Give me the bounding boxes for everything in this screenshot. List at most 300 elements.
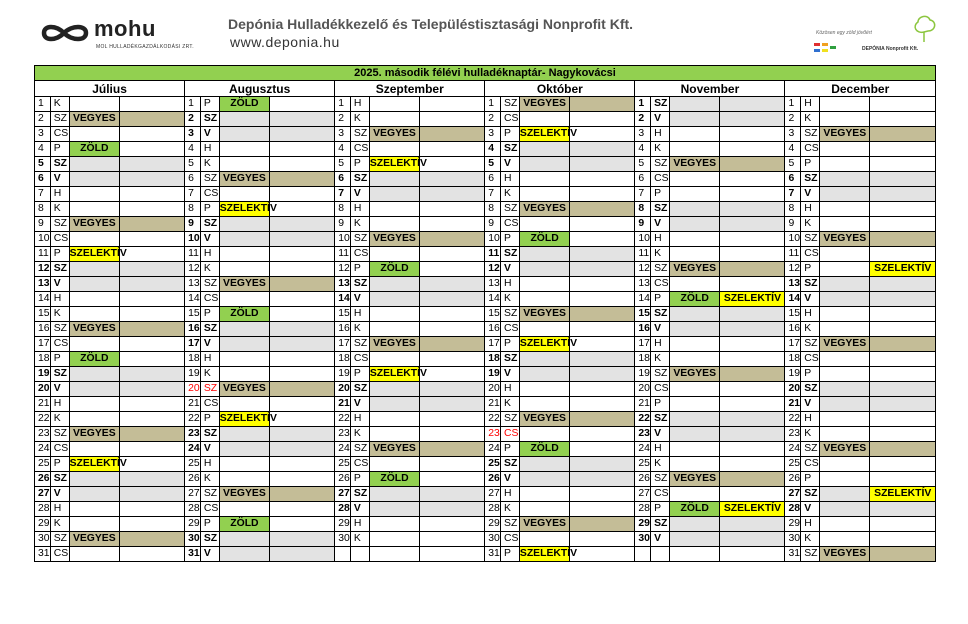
collection-event: VEGYES [820,547,870,562]
event-cell [120,487,185,502]
month-header: November [635,81,785,97]
collection-event: SZELEKTÍV [519,337,569,352]
day-number: 8 [485,202,501,217]
event-cell [69,172,119,187]
day-number: 3 [485,127,501,142]
day-number: 11 [185,247,201,262]
weekday: H [501,172,520,187]
day-number: 16 [485,322,501,337]
event-cell [369,112,419,127]
month-header-row [35,81,936,97]
event-cell [820,322,870,337]
weekday: K [200,472,219,487]
website-link[interactable]: www.deponia.hu [230,34,340,50]
day-number: 2 [485,112,501,127]
weekday: P [350,472,369,487]
event-cell [870,202,936,217]
event-cell [570,97,635,112]
day-number: 3 [185,127,201,142]
event-cell [270,292,335,307]
weekday: K [651,247,670,262]
event-cell [120,322,185,337]
weekday: P [50,457,69,472]
weekday: SZ [501,247,520,262]
weekday: K [350,322,369,337]
event-cell [270,262,335,277]
day-number: 24 [335,442,351,457]
day-number: 14 [785,292,801,307]
weekday: H [350,202,369,217]
day-number: 25 [635,457,651,472]
company-name: Depónia Hulladékkezelő és Településtisztasági Nonprofit Kft. [228,16,634,32]
event-cell [420,172,485,187]
table-row [35,457,936,472]
event-cell [120,232,185,247]
day-number: 28 [635,502,651,517]
day-number: 22 [185,412,201,427]
weekday: H [350,97,369,112]
weekday: P [501,442,520,457]
event-cell [219,157,269,172]
event-cell [270,202,335,217]
event-cell [670,322,720,337]
day-number: 1 [635,97,651,112]
day-number: 2 [785,112,801,127]
event-cell [720,127,785,142]
table-row [35,367,936,382]
day-number: 23 [485,427,501,442]
event-cell [270,307,335,322]
event-cell [69,412,119,427]
day-number: 14 [35,292,51,307]
day-number: 21 [785,397,801,412]
event-cell [870,442,936,457]
weekday: P [200,202,219,217]
weekday: SZ [350,337,369,352]
event-cell [270,142,335,157]
event-cell [519,457,569,472]
day-number: 6 [35,172,51,187]
event-cell [369,322,419,337]
event-cell [820,112,870,127]
event-cell [720,472,785,487]
event-cell [570,127,635,142]
collection-event: VEGYES [69,322,119,337]
weekday: K [801,112,820,127]
event-cell [120,292,185,307]
event-cell [69,232,119,247]
event-cell [570,412,635,427]
weekday: CS [350,142,369,157]
event-cell [570,457,635,472]
event-cell [870,292,936,307]
weekday: SZ [200,532,219,547]
day-number: 7 [785,187,801,202]
event-cell [870,112,936,127]
weekday: P [501,127,520,142]
weekday: H [801,517,820,532]
event-cell [420,307,485,322]
day-number: 4 [785,142,801,157]
day-number: 4 [185,142,201,157]
event-cell [670,412,720,427]
event-cell [720,142,785,157]
weekday: K [50,97,69,112]
weekday: V [651,532,670,547]
event-cell [120,547,185,562]
day-number: 19 [785,367,801,382]
weekday: CS [50,442,69,457]
event-cell [720,367,785,382]
event-cell [120,517,185,532]
day-number: 5 [635,157,651,172]
weekday: H [651,337,670,352]
event-cell [670,217,720,232]
weekday: V [50,277,69,292]
weekday: SZ [651,517,670,532]
event-cell [120,127,185,142]
table-row [35,292,936,307]
collection-event: SZELEKTÍV [720,292,785,307]
empty-cell [720,547,785,562]
event-cell [69,382,119,397]
day-number: 7 [185,187,201,202]
weekday: SZ [350,442,369,457]
weekday: SZ [651,412,670,427]
collection-event: ZÖLD [369,262,419,277]
event-cell [369,277,419,292]
event-cell [670,142,720,157]
event-cell [720,157,785,172]
event-cell [369,397,419,412]
day-number: 31 [485,547,501,562]
event-cell [720,427,785,442]
event-cell [369,517,419,532]
day-number: 20 [485,382,501,397]
day-number: 18 [35,352,51,367]
day-number: 11 [335,247,351,262]
event-cell [219,187,269,202]
weekday: SZ [501,202,520,217]
weekday: SZ [651,97,670,112]
event-cell [69,157,119,172]
event-cell [270,502,335,517]
day-number: 23 [635,427,651,442]
day-number: 10 [185,232,201,247]
event-cell [270,217,335,232]
event-cell [720,517,785,532]
event-cell [420,457,485,472]
day-number: 10 [335,232,351,247]
day-number: 9 [635,217,651,232]
day-number: 5 [335,157,351,172]
month-header: Október [485,81,635,97]
day-number: 9 [185,217,201,232]
weekday: V [651,112,670,127]
weekday: SZ [501,412,520,427]
day-number: 24 [185,442,201,457]
event-cell [120,202,185,217]
weekday: SZ [651,307,670,322]
event-cell [270,397,335,412]
day-number: 17 [485,337,501,352]
event-cell [570,277,635,292]
weekday: P [801,262,820,277]
day-number: 28 [335,502,351,517]
day-number: 28 [35,502,51,517]
event-cell [820,277,870,292]
day-number: 10 [785,232,801,247]
day-number: 12 [785,262,801,277]
day-number: 27 [185,487,201,502]
weekday: V [501,472,520,487]
event-cell [219,127,269,142]
day-number: 30 [35,532,51,547]
collection-event: SZELEKTÍV [219,412,269,427]
event-cell [369,292,419,307]
empty-cell [635,547,651,562]
event-cell [519,277,569,292]
event-cell [69,472,119,487]
day-number: 7 [485,187,501,202]
day-number: 29 [635,517,651,532]
day-number: 26 [35,472,51,487]
event-cell [420,187,485,202]
weekday: SZ [801,547,820,562]
event-cell [820,187,870,202]
day-number: 5 [35,157,51,172]
weekday: H [801,412,820,427]
day-number: 9 [335,217,351,232]
weekday: CS [801,457,820,472]
event-cell [420,532,485,547]
weekday: SZ [501,517,520,532]
weekday: SZ [651,202,670,217]
day-number: 20 [785,382,801,397]
event-cell [519,352,569,367]
day-number: 15 [485,307,501,322]
event-cell [420,472,485,487]
event-cell [570,397,635,412]
collection-event: VEGYES [369,127,419,142]
table-row [35,247,936,262]
weekday: SZ [651,157,670,172]
day-number: 25 [335,457,351,472]
event-cell [870,217,936,232]
table-row [35,517,936,532]
day-number: 7 [35,187,51,202]
event-cell [420,292,485,307]
event-cell [120,532,185,547]
event-cell [820,307,870,322]
table-row [35,217,936,232]
weekday: P [350,262,369,277]
weekday: V [200,337,219,352]
event-cell [270,322,335,337]
event-cell [270,382,335,397]
day-number: 13 [35,277,51,292]
event-cell [120,457,185,472]
weekday: SZ [801,277,820,292]
event-cell [120,442,185,457]
event-cell [219,472,269,487]
event-cell [820,367,870,382]
day-number: 6 [185,172,201,187]
event-cell [270,232,335,247]
day-number: 22 [785,412,801,427]
weekday: V [50,487,69,502]
event-cell [420,502,485,517]
table-row [35,547,936,562]
weekday: SZ [501,142,520,157]
event-cell [270,367,335,382]
event-cell [720,487,785,502]
table-row [35,127,936,142]
weekday: CS [651,487,670,502]
event-cell [820,397,870,412]
event-cell [720,352,785,367]
weekday: P [501,232,520,247]
event-cell [570,262,635,277]
day-number: 7 [635,187,651,202]
event-cell [870,247,936,262]
weekday: CS [200,292,219,307]
weekday: CS [350,247,369,262]
table-row [35,487,936,502]
collection-event: VEGYES [670,472,720,487]
collection-event: SZELEKTÍV [369,367,419,382]
collection-event: SZELEKTÍV [519,547,569,562]
day-number: 5 [785,157,801,172]
event-cell [120,247,185,262]
event-cell [670,397,720,412]
weekday: K [801,427,820,442]
empty-cell [670,547,720,562]
event-cell [519,157,569,172]
logo-subtitle: MOL HULLADÉKGAZDÁLKODÁSI ZRT. [96,44,194,50]
collection-event: ZÖLD [670,292,720,307]
day-number: 18 [485,352,501,367]
collection-event: SZELEKTÍV [69,457,119,472]
event-cell [120,427,185,442]
day-number: 22 [335,412,351,427]
weekday: H [50,292,69,307]
event-cell [69,292,119,307]
weekday: CS [801,142,820,157]
event-cell [219,532,269,547]
event-cell [870,472,936,487]
event-cell [519,172,569,187]
event-cell [120,307,185,322]
event-cell [69,442,119,457]
weekday: SZ [350,277,369,292]
event-cell [519,112,569,127]
event-cell [570,157,635,172]
event-cell [670,202,720,217]
deponia-name: DEPÓNIA Nonprofit Kft. [862,46,919,52]
weekday: V [200,442,219,457]
weekday: V [651,217,670,232]
event-cell [69,307,119,322]
day-number: 11 [485,247,501,262]
event-cell [519,247,569,262]
event-cell [820,502,870,517]
collection-event: VEGYES [820,127,870,142]
weekday: SZ [350,172,369,187]
weekday: CS [501,322,520,337]
collection-event: VEGYES [519,97,569,112]
weekday: SZ [651,262,670,277]
event-cell [420,202,485,217]
event-cell [369,532,419,547]
day-number: 25 [35,457,51,472]
event-cell [670,277,720,292]
event-cell [420,352,485,367]
weekday: CS [651,382,670,397]
event-cell [270,172,335,187]
event-cell [270,247,335,262]
event-cell [120,187,185,202]
collection-event: VEGYES [670,262,720,277]
event-cell [570,352,635,367]
event-cell [120,367,185,382]
event-cell [420,232,485,247]
day-number: 15 [335,307,351,322]
day-number: 1 [335,97,351,112]
weekday: P [350,367,369,382]
day-number: 16 [35,322,51,337]
day-number: 25 [785,457,801,472]
event-cell [69,487,119,502]
weekday: K [651,352,670,367]
event-cell [270,487,335,502]
weekday: SZ [200,112,219,127]
event-cell [570,502,635,517]
weekday: SZ [50,322,69,337]
event-cell [519,502,569,517]
day-number: 21 [485,397,501,412]
weekday: SZ [801,127,820,142]
event-cell [369,502,419,517]
weekday: CS [350,352,369,367]
event-cell [720,307,785,322]
weekday: P [801,472,820,487]
collection-event: VEGYES [519,412,569,427]
weekday: CS [501,112,520,127]
day-number: 14 [485,292,501,307]
event-cell [120,397,185,412]
event-cell [570,172,635,187]
event-cell [270,352,335,367]
day-number: 11 [35,247,51,262]
event-cell [420,157,485,172]
day-number: 24 [485,442,501,457]
event-cell [219,322,269,337]
event-cell [519,487,569,502]
day-number: 24 [35,442,51,457]
event-cell [219,337,269,352]
table-row [35,262,936,277]
weekday: V [200,547,219,562]
weekday: K [501,292,520,307]
weekday: K [350,427,369,442]
event-cell [870,127,936,142]
event-cell [820,487,870,502]
event-cell [420,412,485,427]
day-number: 12 [185,262,201,277]
day-number: 23 [35,427,51,442]
event-cell [720,247,785,262]
